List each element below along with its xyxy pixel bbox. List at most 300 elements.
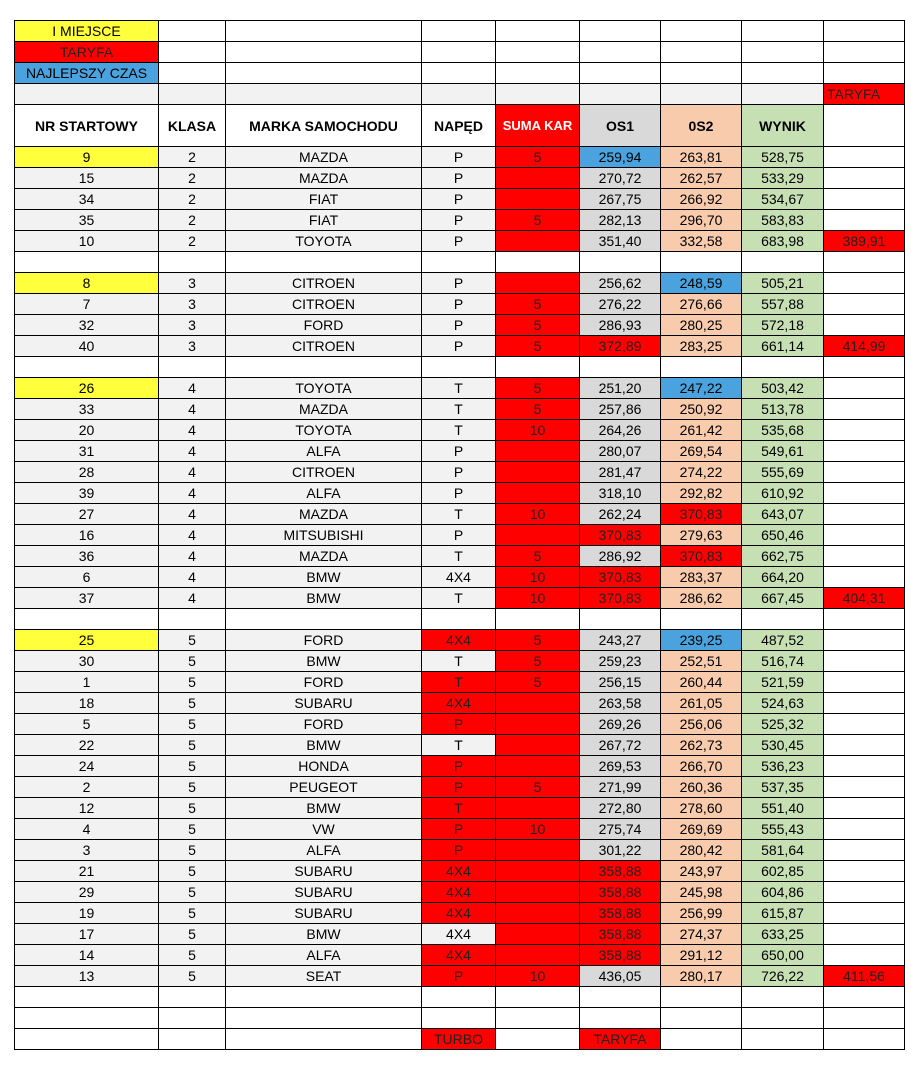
table-row bbox=[15, 567, 905, 588]
stage-2-time: 262,57 bbox=[661, 168, 742, 189]
result-time: 530,45 bbox=[742, 735, 824, 756]
stage-2-time: 274,22 bbox=[661, 462, 742, 483]
group-spacer-row bbox=[15, 609, 905, 630]
tariff-value bbox=[824, 210, 905, 231]
class-cell: 5 bbox=[159, 714, 226, 735]
start-number: 8 bbox=[15, 273, 159, 294]
car-make: TOYOTA bbox=[226, 420, 422, 441]
class-cell: 5 bbox=[159, 693, 226, 714]
class-cell: 5 bbox=[159, 777, 226, 798]
drive-type: P bbox=[422, 147, 496, 168]
result-time: 664,20 bbox=[742, 567, 824, 588]
stage-2-time: 239,25 bbox=[661, 630, 742, 651]
table-row bbox=[15, 378, 905, 399]
tariff-value bbox=[824, 798, 905, 819]
start-number: 12 bbox=[15, 798, 159, 819]
start-number: 26 bbox=[15, 378, 159, 399]
car-make: FORD bbox=[226, 672, 422, 693]
table-row bbox=[15, 483, 905, 504]
drive-type: T bbox=[422, 798, 496, 819]
stage-2-time: 261,05 bbox=[661, 693, 742, 714]
stage-2-time: 256,06 bbox=[661, 714, 742, 735]
result-time: 525,32 bbox=[742, 714, 824, 735]
drive-type: P bbox=[422, 819, 496, 840]
class-cell: 5 bbox=[159, 756, 226, 777]
car-make: MAZDA bbox=[226, 546, 422, 567]
legend-row-first-place bbox=[15, 21, 905, 42]
table-row bbox=[15, 945, 905, 966]
tariff-value bbox=[824, 714, 905, 735]
start-number: 27 bbox=[15, 504, 159, 525]
legend-row-best-time bbox=[15, 63, 905, 84]
penalty-sum: 10 bbox=[496, 588, 580, 609]
legend-row-tariff bbox=[15, 42, 905, 63]
drive-type: P bbox=[422, 231, 496, 252]
stage-2-time: 252,51 bbox=[661, 651, 742, 672]
tariff-value: 411,56 bbox=[824, 966, 905, 987]
stage-1-time: 358,88 bbox=[580, 903, 661, 924]
result-time: 524,63 bbox=[742, 693, 824, 714]
results-sheet bbox=[14, 20, 905, 1050]
group-spacer-row bbox=[15, 357, 905, 378]
table-row bbox=[15, 546, 905, 567]
table-row bbox=[15, 420, 905, 441]
drive-type: 4X4 bbox=[422, 861, 496, 882]
tariff-value bbox=[824, 924, 905, 945]
stage-2-time: 370,83 bbox=[661, 546, 742, 567]
stage-1-time: 281,47 bbox=[580, 462, 661, 483]
tariff-value bbox=[824, 840, 905, 861]
drive-type: T bbox=[422, 651, 496, 672]
car-make: VW bbox=[226, 819, 422, 840]
penalty-sum: 5 bbox=[496, 777, 580, 798]
result-time: 505,21 bbox=[742, 273, 824, 294]
start-number: 36 bbox=[15, 546, 159, 567]
drive-type: 4X4 bbox=[422, 903, 496, 924]
drive-type: T bbox=[422, 672, 496, 693]
class-cell: 4 bbox=[159, 567, 226, 588]
drive-type: P bbox=[422, 441, 496, 462]
table-row bbox=[15, 798, 905, 819]
car-make: TOYOTA bbox=[226, 378, 422, 399]
table-row bbox=[15, 924, 905, 945]
stage-2-time: 276,66 bbox=[661, 294, 742, 315]
drive-type: T bbox=[422, 546, 496, 567]
start-number: 1 bbox=[15, 672, 159, 693]
drive-type: P bbox=[422, 483, 496, 504]
stage-1-time: 370,83 bbox=[580, 567, 661, 588]
class-cell: 4 bbox=[159, 441, 226, 462]
class-cell: 5 bbox=[159, 630, 226, 651]
drive-type: T bbox=[422, 588, 496, 609]
car-make: FIAT bbox=[226, 210, 422, 231]
table-row bbox=[15, 462, 905, 483]
stage-2-time: 245,98 bbox=[661, 882, 742, 903]
header-nr: NR STARTOWY bbox=[15, 105, 159, 147]
drive-type: T bbox=[422, 735, 496, 756]
legend-best-time: NAJLEPSZY CZAS bbox=[15, 63, 159, 84]
table-row bbox=[15, 168, 905, 189]
drive-type: P bbox=[422, 840, 496, 861]
tariff-value: 414,99 bbox=[824, 336, 905, 357]
car-make: SUBARU bbox=[226, 882, 422, 903]
result-time: 535,68 bbox=[742, 420, 824, 441]
result-time: 521,59 bbox=[742, 672, 824, 693]
class-cell: 3 bbox=[159, 273, 226, 294]
table-row bbox=[15, 504, 905, 525]
stage-1-time: 358,88 bbox=[580, 924, 661, 945]
class-cell: 5 bbox=[159, 840, 226, 861]
tariff-value bbox=[824, 735, 905, 756]
stage-2-time: 280,42 bbox=[661, 840, 742, 861]
penalty-sum: 10 bbox=[496, 420, 580, 441]
table-row bbox=[15, 966, 905, 987]
start-number: 18 bbox=[15, 693, 159, 714]
class-cell: 5 bbox=[159, 861, 226, 882]
drive-type: 4X4 bbox=[422, 945, 496, 966]
result-time: 581,64 bbox=[742, 840, 824, 861]
penalty-sum: 5 bbox=[496, 378, 580, 399]
result-time: 643,07 bbox=[742, 504, 824, 525]
car-make: ALFA bbox=[226, 441, 422, 462]
stage-2-time: 280,17 bbox=[661, 966, 742, 987]
penalty-sum bbox=[496, 231, 580, 252]
tariff-value bbox=[824, 399, 905, 420]
drive-type: P bbox=[422, 336, 496, 357]
tariff-value bbox=[824, 651, 905, 672]
stage-2-time: 283,25 bbox=[661, 336, 742, 357]
stage-1-time: 282,13 bbox=[580, 210, 661, 231]
stage-1-time: 358,88 bbox=[580, 882, 661, 903]
car-make: MAZDA bbox=[226, 399, 422, 420]
start-number: 13 bbox=[15, 966, 159, 987]
penalty-sum bbox=[496, 525, 580, 546]
table-row bbox=[15, 756, 905, 777]
tariff-value bbox=[824, 420, 905, 441]
result-time: 650,00 bbox=[742, 945, 824, 966]
drive-type: 4X4 bbox=[422, 567, 496, 588]
start-number: 28 bbox=[15, 462, 159, 483]
penalty-sum: 5 bbox=[496, 399, 580, 420]
car-make: MITSUBISHI bbox=[226, 525, 422, 546]
tariff-value bbox=[824, 483, 905, 504]
start-number: 39 bbox=[15, 483, 159, 504]
stage-2-time: 250,92 bbox=[661, 399, 742, 420]
class-cell: 5 bbox=[159, 882, 226, 903]
header-marka: MARKA SAMOCHODU bbox=[226, 105, 422, 147]
result-time: 572,18 bbox=[742, 315, 824, 336]
penalty-sum bbox=[496, 882, 580, 903]
start-number: 35 bbox=[15, 210, 159, 231]
stage-1-time: 358,88 bbox=[580, 861, 661, 882]
car-make: CITROEN bbox=[226, 462, 422, 483]
stage-2-time: 263,81 bbox=[661, 147, 742, 168]
stage-2-time: 292,82 bbox=[661, 483, 742, 504]
stage-1-time: 286,92 bbox=[580, 546, 661, 567]
start-number: 34 bbox=[15, 189, 159, 210]
stage-2-time: 266,70 bbox=[661, 756, 742, 777]
car-make: CITROEN bbox=[226, 294, 422, 315]
stage-1-time: 370,83 bbox=[580, 525, 661, 546]
penalty-sum: 5 bbox=[496, 336, 580, 357]
car-make: BMW bbox=[226, 567, 422, 588]
penalty-sum bbox=[496, 945, 580, 966]
table-row bbox=[15, 693, 905, 714]
start-number: 22 bbox=[15, 735, 159, 756]
table-row bbox=[15, 630, 905, 651]
stage-2-time: 283,37 bbox=[661, 567, 742, 588]
tariff-value bbox=[824, 441, 905, 462]
class-cell: 5 bbox=[159, 651, 226, 672]
drive-type: T bbox=[422, 504, 496, 525]
class-cell: 5 bbox=[159, 924, 226, 945]
tariff-value bbox=[824, 504, 905, 525]
stage-1-time: 270,72 bbox=[580, 168, 661, 189]
start-number: 9 bbox=[15, 147, 159, 168]
table-row bbox=[15, 231, 905, 252]
penalty-sum: 5 bbox=[496, 651, 580, 672]
legend-first-place: I MIEJSCE bbox=[15, 21, 159, 42]
start-number: 6 bbox=[15, 567, 159, 588]
table-row bbox=[15, 882, 905, 903]
table-row bbox=[15, 903, 905, 924]
start-number: 17 bbox=[15, 924, 159, 945]
header-row bbox=[15, 105, 905, 147]
group-spacer-row bbox=[15, 252, 905, 273]
stage-1-time: 358,88 bbox=[580, 945, 661, 966]
stage-1-time: 269,26 bbox=[580, 714, 661, 735]
car-make: BMW bbox=[226, 588, 422, 609]
stage-2-time: 370,83 bbox=[661, 504, 742, 525]
penalty-sum: 10 bbox=[496, 819, 580, 840]
drive-type: P bbox=[422, 294, 496, 315]
car-make: BMW bbox=[226, 798, 422, 819]
drive-type: P bbox=[422, 966, 496, 987]
stage-2-time: 243,97 bbox=[661, 861, 742, 882]
car-make: ALFA bbox=[226, 840, 422, 861]
stage-1-time: 257,86 bbox=[580, 399, 661, 420]
result-time: 615,87 bbox=[742, 903, 824, 924]
start-number: 25 bbox=[15, 630, 159, 651]
result-time: 683,98 bbox=[742, 231, 824, 252]
penalty-sum bbox=[496, 462, 580, 483]
start-number: 16 bbox=[15, 525, 159, 546]
car-make: PEUGEOT bbox=[226, 777, 422, 798]
header-os2: 0S2 bbox=[661, 105, 742, 147]
tariff-value bbox=[824, 525, 905, 546]
class-cell: 3 bbox=[159, 315, 226, 336]
table-row bbox=[15, 819, 905, 840]
table-row bbox=[15, 315, 905, 336]
stage-1-time: 267,72 bbox=[580, 735, 661, 756]
stage-2-time: 296,70 bbox=[661, 210, 742, 231]
start-number: 10 bbox=[15, 231, 159, 252]
car-make: MAZDA bbox=[226, 168, 422, 189]
table-row bbox=[15, 336, 905, 357]
tariff-value bbox=[824, 819, 905, 840]
result-time: 555,43 bbox=[742, 819, 824, 840]
stage-1-time: 262,24 bbox=[580, 504, 661, 525]
class-cell: 4 bbox=[159, 546, 226, 567]
table-row bbox=[15, 735, 905, 756]
stage-1-time: 301,22 bbox=[580, 840, 661, 861]
result-time: 557,88 bbox=[742, 294, 824, 315]
stage-1-time: 280,07 bbox=[580, 441, 661, 462]
table-row bbox=[15, 525, 905, 546]
start-number: 20 bbox=[15, 420, 159, 441]
table-row bbox=[15, 672, 905, 693]
car-make: MAZDA bbox=[226, 147, 422, 168]
table-row bbox=[15, 777, 905, 798]
tariff-value bbox=[824, 546, 905, 567]
stage-1-time: 259,23 bbox=[580, 651, 661, 672]
class-cell: 2 bbox=[159, 210, 226, 231]
table-row bbox=[15, 714, 905, 735]
start-number: 2 bbox=[15, 777, 159, 798]
stage-1-time: 256,62 bbox=[580, 273, 661, 294]
car-make: FORD bbox=[226, 315, 422, 336]
drive-type: 4X4 bbox=[422, 882, 496, 903]
tariff-value bbox=[824, 462, 905, 483]
result-time: 513,78 bbox=[742, 399, 824, 420]
tariff-value bbox=[824, 378, 905, 399]
penalty-sum bbox=[496, 903, 580, 924]
class-cell: 5 bbox=[159, 903, 226, 924]
result-time: 726,22 bbox=[742, 966, 824, 987]
table-row bbox=[15, 588, 905, 609]
start-number: 33 bbox=[15, 399, 159, 420]
drive-type: 4X4 bbox=[422, 630, 496, 651]
stage-2-time: 269,69 bbox=[661, 819, 742, 840]
start-number: 32 bbox=[15, 315, 159, 336]
table-row bbox=[15, 441, 905, 462]
drive-type: P bbox=[422, 210, 496, 231]
drive-type: P bbox=[422, 714, 496, 735]
penalty-sum: 5 bbox=[496, 147, 580, 168]
tariff-column-header: TARYFA bbox=[824, 84, 905, 105]
start-number: 31 bbox=[15, 441, 159, 462]
tariff-value bbox=[824, 693, 905, 714]
car-make: ALFA bbox=[226, 483, 422, 504]
class-cell: 2 bbox=[159, 147, 226, 168]
start-number: 37 bbox=[15, 588, 159, 609]
penalty-sum: 10 bbox=[496, 966, 580, 987]
stage-1-time: 269,53 bbox=[580, 756, 661, 777]
header-naped: NAPĘD bbox=[422, 105, 496, 147]
result-time: 650,46 bbox=[742, 525, 824, 546]
result-time: 537,35 bbox=[742, 777, 824, 798]
result-time: 516,74 bbox=[742, 651, 824, 672]
stage-2-time: 332,58 bbox=[661, 231, 742, 252]
class-cell: 4 bbox=[159, 420, 226, 441]
start-number: 19 bbox=[15, 903, 159, 924]
penalty-sum: 5 bbox=[496, 315, 580, 336]
penalty-sum: 5 bbox=[496, 672, 580, 693]
tariff-value bbox=[824, 630, 905, 651]
stage-1-time: 251,20 bbox=[580, 378, 661, 399]
stage-1-time: 276,22 bbox=[580, 294, 661, 315]
table-row bbox=[15, 861, 905, 882]
car-make: MAZDA bbox=[226, 504, 422, 525]
car-make: SEAT bbox=[226, 966, 422, 987]
stage-1-time: 351,40 bbox=[580, 231, 661, 252]
car-make: BMW bbox=[226, 735, 422, 756]
tariff-header-row bbox=[15, 84, 905, 105]
stage-2-time: 266,92 bbox=[661, 189, 742, 210]
penalty-sum: 5 bbox=[496, 630, 580, 651]
car-make: CITROEN bbox=[226, 273, 422, 294]
class-cell: 5 bbox=[159, 798, 226, 819]
tariff-value bbox=[824, 147, 905, 168]
car-make: BMW bbox=[226, 924, 422, 945]
start-number: 29 bbox=[15, 882, 159, 903]
car-make: FORD bbox=[226, 630, 422, 651]
footer-turbo: TURBO bbox=[422, 1029, 496, 1050]
tariff-value: 404,31 bbox=[824, 588, 905, 609]
header-suma-kar: SUMA KAR bbox=[496, 105, 580, 147]
class-cell: 4 bbox=[159, 462, 226, 483]
class-cell: 5 bbox=[159, 735, 226, 756]
class-cell: 4 bbox=[159, 525, 226, 546]
penalty-sum bbox=[496, 693, 580, 714]
result-time: 503,42 bbox=[742, 378, 824, 399]
penalty-sum: 5 bbox=[496, 210, 580, 231]
result-time: 536,23 bbox=[742, 756, 824, 777]
tariff-value bbox=[824, 777, 905, 798]
class-cell: 4 bbox=[159, 483, 226, 504]
stage-2-time: 256,99 bbox=[661, 903, 742, 924]
drive-type: T bbox=[422, 378, 496, 399]
car-make: ALFA bbox=[226, 945, 422, 966]
drive-type: 4X4 bbox=[422, 924, 496, 945]
table-row bbox=[15, 210, 905, 231]
footer-taryfa: TARYFA bbox=[580, 1029, 661, 1050]
car-make: BMW bbox=[226, 651, 422, 672]
table-row bbox=[15, 273, 905, 294]
tariff-value bbox=[824, 168, 905, 189]
penalty-sum bbox=[496, 798, 580, 819]
tariff-value bbox=[824, 294, 905, 315]
penalty-sum bbox=[496, 735, 580, 756]
car-make: FORD bbox=[226, 714, 422, 735]
drive-type: P bbox=[422, 168, 496, 189]
stage-2-time: 248,59 bbox=[661, 273, 742, 294]
spacer-row bbox=[15, 1008, 905, 1029]
class-cell: 5 bbox=[159, 945, 226, 966]
table-row bbox=[15, 189, 905, 210]
stage-1-time: 267,75 bbox=[580, 189, 661, 210]
start-number: 14 bbox=[15, 945, 159, 966]
start-number: 15 bbox=[15, 168, 159, 189]
drive-type: P bbox=[422, 756, 496, 777]
result-time: 555,69 bbox=[742, 462, 824, 483]
penalty-sum: 5 bbox=[496, 294, 580, 315]
drive-type: P bbox=[422, 777, 496, 798]
tariff-value bbox=[824, 189, 905, 210]
spacer-row bbox=[15, 987, 905, 1008]
penalty-sum bbox=[496, 273, 580, 294]
stage-1-time: 263,58 bbox=[580, 693, 661, 714]
stage-2-time: 262,73 bbox=[661, 735, 742, 756]
penalty-sum bbox=[496, 168, 580, 189]
stage-1-time: 259,94 bbox=[580, 147, 661, 168]
penalty-sum bbox=[496, 756, 580, 777]
penalty-sum bbox=[496, 189, 580, 210]
class-cell: 3 bbox=[159, 294, 226, 315]
car-make: SUBARU bbox=[226, 693, 422, 714]
stage-1-time: 286,93 bbox=[580, 315, 661, 336]
table-row bbox=[15, 399, 905, 420]
